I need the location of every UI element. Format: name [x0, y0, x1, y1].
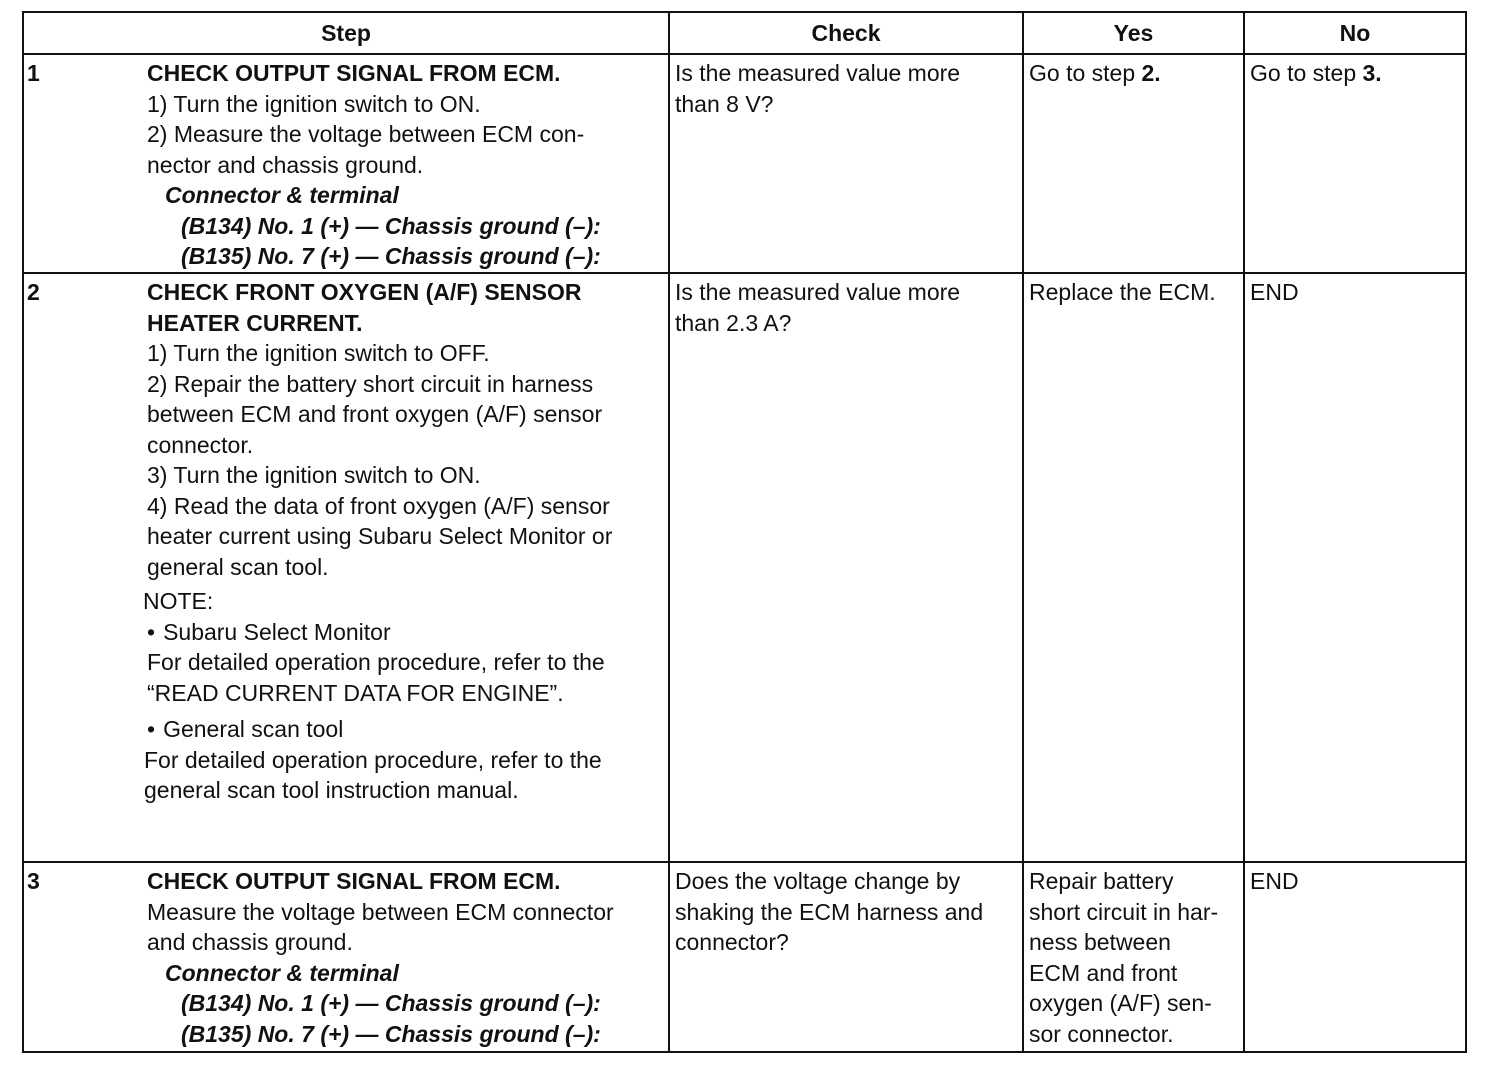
- table-row: [23, 273, 1466, 862]
- step-line: heater current using Subaru Select Monitor or: [147, 523, 613, 549]
- table-row: [23, 54, 1466, 273]
- no-cell: [1244, 273, 1466, 862]
- step-line: 1) Turn the ignition switch to ON.: [147, 90, 481, 117]
- step-title: HEATER CURRENT.: [147, 309, 363, 336]
- header-no: No: [1244, 12, 1466, 54]
- header-yes: Yes: [1023, 12, 1244, 54]
- note-line: For detailed operation procedure, refer to the: [147, 649, 605, 675]
- header-row: [23, 12, 1466, 54]
- header-step: Step: [23, 12, 669, 54]
- note-line: general scan tool instruction manual.: [144, 777, 519, 803]
- table-row: [23, 862, 1466, 1052]
- check-cell: [669, 273, 1023, 862]
- check-cell: [669, 54, 1023, 273]
- connector-line: (B134) No. 1 (+) — Chassis ground (–):: [181, 990, 601, 1016]
- note-bullet: • General scan tool: [145, 714, 664, 745]
- connector-line: (B135) No. 7 (+) — Chassis ground (–):: [181, 243, 601, 269]
- step-cell: [23, 54, 669, 273]
- note-line: “READ CURRENT DATA FOR ENGINE”.: [147, 679, 564, 706]
- check-line: Is the measured value more: [675, 279, 961, 305]
- step-number: 2: [27, 279, 40, 305]
- connector-title: Connector & terminal: [165, 959, 399, 986]
- yes-text: Go to step: [1029, 60, 1142, 86]
- yes-cell: [1023, 862, 1244, 1052]
- no-step-ref: 3.: [1362, 60, 1382, 86]
- note-bullet: • Subaru Select Monitor: [145, 617, 664, 648]
- step-title: CHECK FRONT OXYGEN (A/F) SENSOR: [147, 279, 582, 305]
- step-cell: [23, 862, 669, 1052]
- yes-line: short circuit in har-: [1029, 898, 1219, 925]
- step-number: 3: [27, 868, 40, 894]
- step-number: 1: [27, 60, 40, 86]
- header-check: Check: [669, 12, 1023, 54]
- check-line: Does the voltage change by: [675, 868, 961, 894]
- check-cell: [669, 862, 1023, 1052]
- note-label: NOTE:: [143, 588, 214, 614]
- no-cell: [1244, 54, 1466, 273]
- yes-cell: [1023, 54, 1244, 273]
- step-line: and chassis ground.: [147, 929, 353, 955]
- yes-text: Replace the ECM.: [1029, 279, 1216, 305]
- no-text: END: [1250, 868, 1299, 894]
- step-cell: [23, 273, 669, 862]
- no-text: Go to step: [1250, 60, 1363, 86]
- step-line: 4) Read the data of front oxygen (A/F) sensor: [147, 492, 610, 519]
- no-cell: [1244, 862, 1466, 1052]
- connector-line: (B134) No. 1 (+) — Chassis ground (–):: [181, 212, 601, 239]
- check-line: shaking the ECM harness and: [675, 898, 984, 925]
- check-line: Is the measured value more: [675, 60, 961, 86]
- connector-title: Connector & terminal: [165, 182, 399, 208]
- check-line: than 8 V?: [675, 90, 774, 117]
- no-text: END: [1250, 279, 1299, 305]
- step-line: Measure the voltage between ECM connector: [147, 898, 614, 925]
- step-title: CHECK OUTPUT SIGNAL FROM ECM.: [147, 60, 561, 86]
- yes-step-ref: 2.: [1141, 60, 1161, 86]
- diagnostic-table: [22, 11, 1467, 1053]
- yes-cell: [1023, 273, 1244, 862]
- note-line: For detailed operation procedure, refer to the: [144, 746, 602, 773]
- step-line: 3) Turn the ignition switch to ON.: [147, 462, 481, 488]
- check-line: than 2.3 A?: [675, 309, 792, 336]
- step-line: 1) Turn the ignition switch to OFF.: [147, 340, 490, 366]
- yes-line: ness between: [1029, 929, 1171, 955]
- step-line: nector and chassis ground.: [147, 151, 424, 178]
- yes-line: sor connector.: [1029, 1020, 1174, 1047]
- yes-line: ECM and front: [1029, 959, 1178, 986]
- check-line: connector?: [675, 929, 789, 955]
- connector-line: (B135) No. 7 (+) — Chassis ground (–):: [181, 1020, 601, 1047]
- yes-line: Repair battery: [1029, 868, 1174, 894]
- step-line: 2) Measure the voltage between ECM con-: [147, 121, 585, 147]
- yes-line: oxygen (A/F) sen-: [1029, 990, 1212, 1016]
- step-line: 2) Repair the battery short circuit in harness: [147, 370, 594, 397]
- step-line: between ECM and front oxygen (A/F) sensor: [147, 401, 603, 427]
- step-line: connector.: [147, 431, 254, 458]
- step-line: general scan tool.: [147, 553, 329, 580]
- step-title: CHECK OUTPUT SIGNAL FROM ECM.: [147, 868, 561, 894]
